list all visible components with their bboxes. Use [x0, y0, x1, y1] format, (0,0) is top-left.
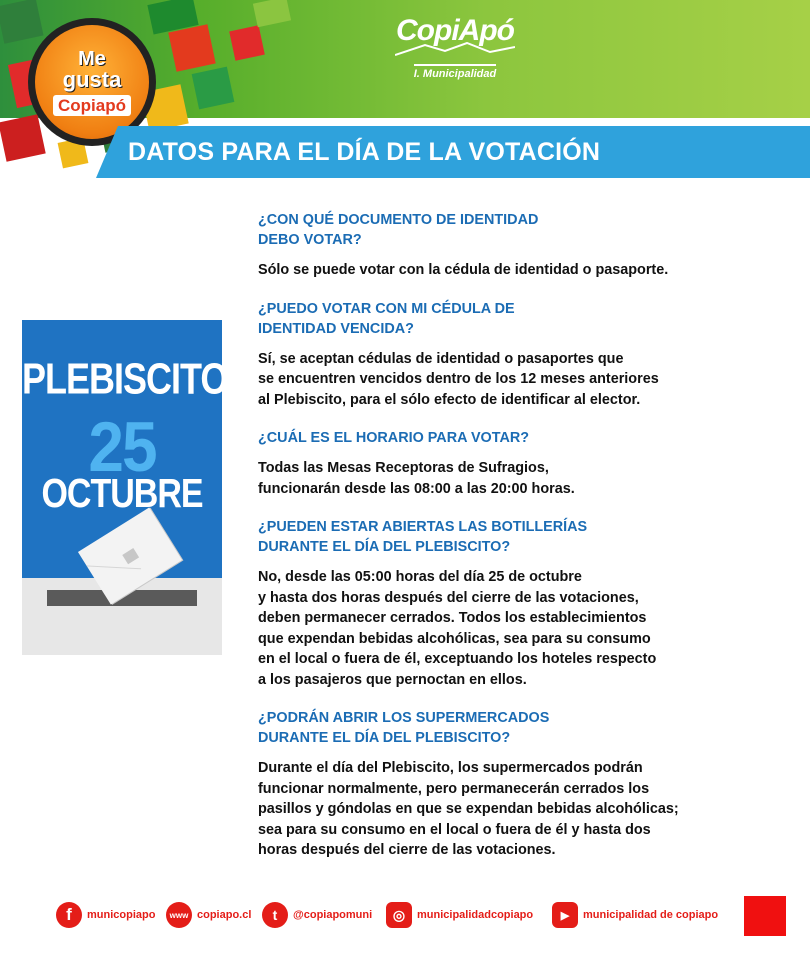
faq-answer: Durante el día del Plebiscito, los supermercados podrán funcionar normalmente, pero permanecerán cerrados los pasillos y góndolas en que se expendan bebidas alcohólicas; sea para su consumo en el local o fuera de él y hasta dos horas después del cierre de las votaciones. [258, 760, 679, 858]
decor-square [229, 25, 265, 61]
page-title: DATOS PARA EL DÍA DE LA VOTACIÓN [128, 138, 601, 166]
faq-item [258, 299, 778, 411]
badge-line2: gusta [62, 66, 122, 92]
poster-day: 25 [88, 407, 156, 487]
facebook-icon: f [56, 902, 82, 928]
badge-line1: Me [78, 47, 106, 70]
envelope-seal [122, 548, 139, 564]
envelope-fold [81, 565, 141, 569]
plebiscito-poster [22, 320, 228, 655]
instagram-icon: ◎ [386, 902, 412, 928]
badge-line3: Copiapó [53, 95, 131, 116]
faq-list [258, 210, 778, 879]
faq-question: ¿CON QUÉ DOCUMENTO DE IDENTIDAD DEBO VOTAR? [258, 212, 539, 248]
footer-red-square [744, 896, 786, 936]
faq-answer: Sólo se puede votar con la cédula de identidad o pasaporte. [258, 262, 669, 278]
footer-web-label: copiapo.cl [197, 909, 252, 921]
municipality-logo [380, 14, 530, 84]
footer-youtube[interactable] [552, 897, 718, 933]
header [0, 0, 810, 200]
decor-square [168, 24, 215, 71]
poster-title: PLEBISCITO [22, 353, 228, 403]
social-footer [0, 897, 810, 937]
faq-question: ¿PODRÁN ABRIR LOS SUPERMERCADOS DURANTE EL DÍA DEL PLEBISCITO? [258, 710, 550, 746]
footer-instagram-label: municipalidadcopiapo [417, 909, 534, 921]
footer-youtube-label: municipalidad de copiapo [583, 909, 719, 921]
footer-facebook[interactable] [56, 897, 155, 933]
poster-month: OCTUBRE [41, 471, 203, 517]
faq-item [258, 428, 778, 499]
municipality-name: CopiApó [396, 14, 514, 47]
twitter-icon: t [262, 902, 288, 928]
footer-twitter-label: @copiapomuni [293, 909, 373, 921]
faq-item [258, 708, 778, 861]
faq-answer: No, desde las 05:00 horas del día 25 de octubre y hasta dos horas después del cierre de las votaciones, deben permanecer cerrados. Todos los establecimientos que expendan bebidas alcohólicas, sea para su consumo en el local o fuera de él, exceptuando los hoteles respecto a los pasajeros que pernoctan en ellos. [258, 569, 657, 688]
faq-answer: Sí, se aceptan cédulas de identidad o pasaportes que se encuentren vencidos dentro de los 12 meses anteriores al Plebiscito, para el sólo efecto de identificar al elector. [258, 350, 659, 408]
footer-web[interactable] [166, 897, 251, 933]
faq-item [258, 517, 778, 690]
municipality-subtitle: I. Municipalidad [414, 64, 497, 80]
faq-question: ¿CUÁL ES EL HORARIO PARA VOTAR? [258, 430, 530, 446]
footer-twitter[interactable] [262, 897, 372, 933]
badge-inner [35, 25, 149, 139]
faq-question: ¿PUEDEN ESTAR ABIERTAS LAS BOTILLERÍAS DURANTE EL DÍA DEL PLEBISCITO? [258, 519, 588, 555]
faq-item [258, 210, 778, 281]
footer-facebook-label: municopiapo [87, 909, 156, 921]
faq-answer: Todas las Mesas Receptoras de Sufragios, funcionarán desde las 08:00 a las 20:00 horas. [258, 460, 575, 497]
web-icon: www [166, 902, 192, 928]
youtube-icon: ▶ [552, 902, 578, 928]
faq-question: ¿PUEDO VOTAR CON MI CÉDULA DE IDENTIDAD VENCIDA? [258, 300, 515, 337]
decor-square [192, 67, 235, 110]
decor-square [0, 114, 46, 161]
footer-instagram[interactable] [386, 897, 533, 933]
